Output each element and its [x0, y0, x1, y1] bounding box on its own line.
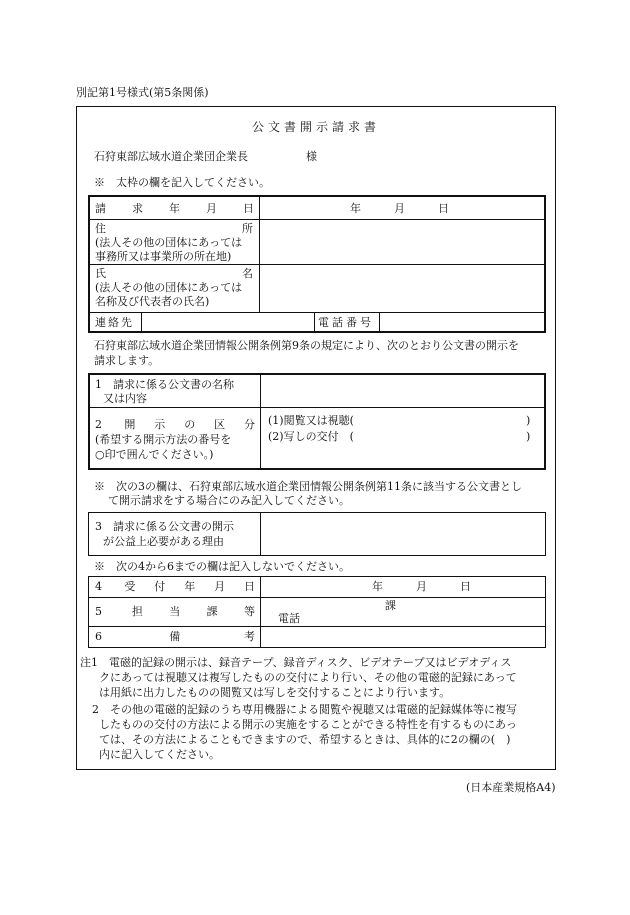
- contact-field[interactable]: [144, 314, 312, 331]
- name-field[interactable]: [262, 267, 542, 310]
- item3-label-line-1: 3 請求に係る公文書の開示: [95, 520, 234, 533]
- honorific: 様: [306, 150, 317, 163]
- footnote-1-line-3: は用紙に出力したものの閲覧又は写しを交付することにより行います。: [99, 686, 451, 699]
- footnote-1-line-2: クにあっては視聴又は複写したものの交付により行い、その他の電磁的記録にあって: [99, 671, 517, 684]
- statement-line-1: 石狩東部広域水道企業団情報公開条例第9条の規定により、次のとおり公文書の開示を: [94, 339, 519, 352]
- option-viewing-close: ): [526, 414, 531, 427]
- item2-label: 2 開示の区分: [95, 418, 255, 431]
- note3-line-1: ※ 次の3の欄は、石狩東部広域水道企業団情報公開条例第11条に該当する公文書とし: [94, 480, 522, 493]
- request-date-label: [95, 202, 280, 216]
- address-field[interactable]: [262, 222, 542, 262]
- note3-line-2: て開示請求をする場合にのみ記入してください。: [108, 494, 350, 507]
- name-label: 氏名: [95, 267, 253, 280]
- phone-label: 電話番号: [318, 316, 374, 329]
- item4-label: 4 受付年月日: [95, 580, 255, 593]
- paper-standard: (日本産業規格A4): [466, 781, 556, 794]
- item2-note-1: (希望する開示方法の番号を: [95, 433, 232, 446]
- item5-label: 5 担当課等: [95, 605, 255, 618]
- department-phone: 電話: [278, 612, 300, 625]
- addressee: 石狩東部広域水道企業団企業長: [94, 150, 248, 163]
- item6-label: 6 備考: [95, 630, 255, 643]
- option-viewing[interactable]: (1)閲覧又は視聴(: [268, 414, 354, 427]
- public-interest-reason-field[interactable]: [263, 515, 542, 553]
- office-use-note: ※ 次の4から6までの欄は記入しないでください。: [94, 560, 350, 573]
- bold-frame-instruction: ※ 太枠の欄を記入してください。: [94, 176, 270, 189]
- phone-field[interactable]: [382, 314, 542, 331]
- footnote-2-line-2: したものの交付の方法による開示の実施をすることができる特性を有するものにあっ: [99, 718, 517, 731]
- item3-label-line-2: が公益上必要がある理由: [103, 535, 224, 548]
- form-title: 公文書開示請求書: [251, 120, 380, 134]
- document-name-field[interactable]: [263, 377, 542, 405]
- department-suffix: 課: [385, 599, 396, 612]
- item2-note-2: ○印で囲んでください。): [95, 448, 214, 461]
- form-code: 別記第1号様式(第5条関係): [76, 86, 209, 99]
- request-date-field[interactable]: 年 月 日: [350, 202, 449, 215]
- footnote-2-line-3: ては、その方法によることもできますので、希望するときは、具体的に2の欄の( ): [99, 733, 511, 746]
- footnote-1-line-1: 注1 電磁的記録の開示は、録音テープ、録音ディスク、ビデオテープ又はビデオディス: [80, 656, 512, 669]
- item1-label-line-2: 又は内容: [103, 392, 147, 405]
- name-note-1: (法人その他の団体にあっては: [95, 281, 243, 294]
- statement-line-2: 請求します。: [94, 354, 160, 367]
- address-label: 住所: [95, 222, 253, 235]
- name-note-2: 名称及び代表者の氏名): [95, 295, 210, 308]
- address-note-2: 事務所又は事業所の所在地): [95, 250, 232, 263]
- option-copy[interactable]: (2)写しの交付 (: [268, 430, 354, 443]
- address-note-1: (法人その他の団体にあっては: [95, 236, 243, 249]
- item1-label-line-1: 1 請求に係る公文書の名称: [95, 378, 234, 391]
- footnote-2-line-1: 2 その他の電磁的記録のうち専用機器による閲覧や視聴又は電磁的記録媒体等に複写: [92, 703, 517, 716]
- reception-date-value: 年 月 日: [372, 580, 471, 593]
- option-copy-close: ): [526, 430, 531, 443]
- contact-label: 連絡先: [95, 316, 134, 329]
- request-date-label-text: 請求年月日: [95, 202, 280, 215]
- footnote-2-line-4: 内に記入してください。: [99, 748, 220, 761]
